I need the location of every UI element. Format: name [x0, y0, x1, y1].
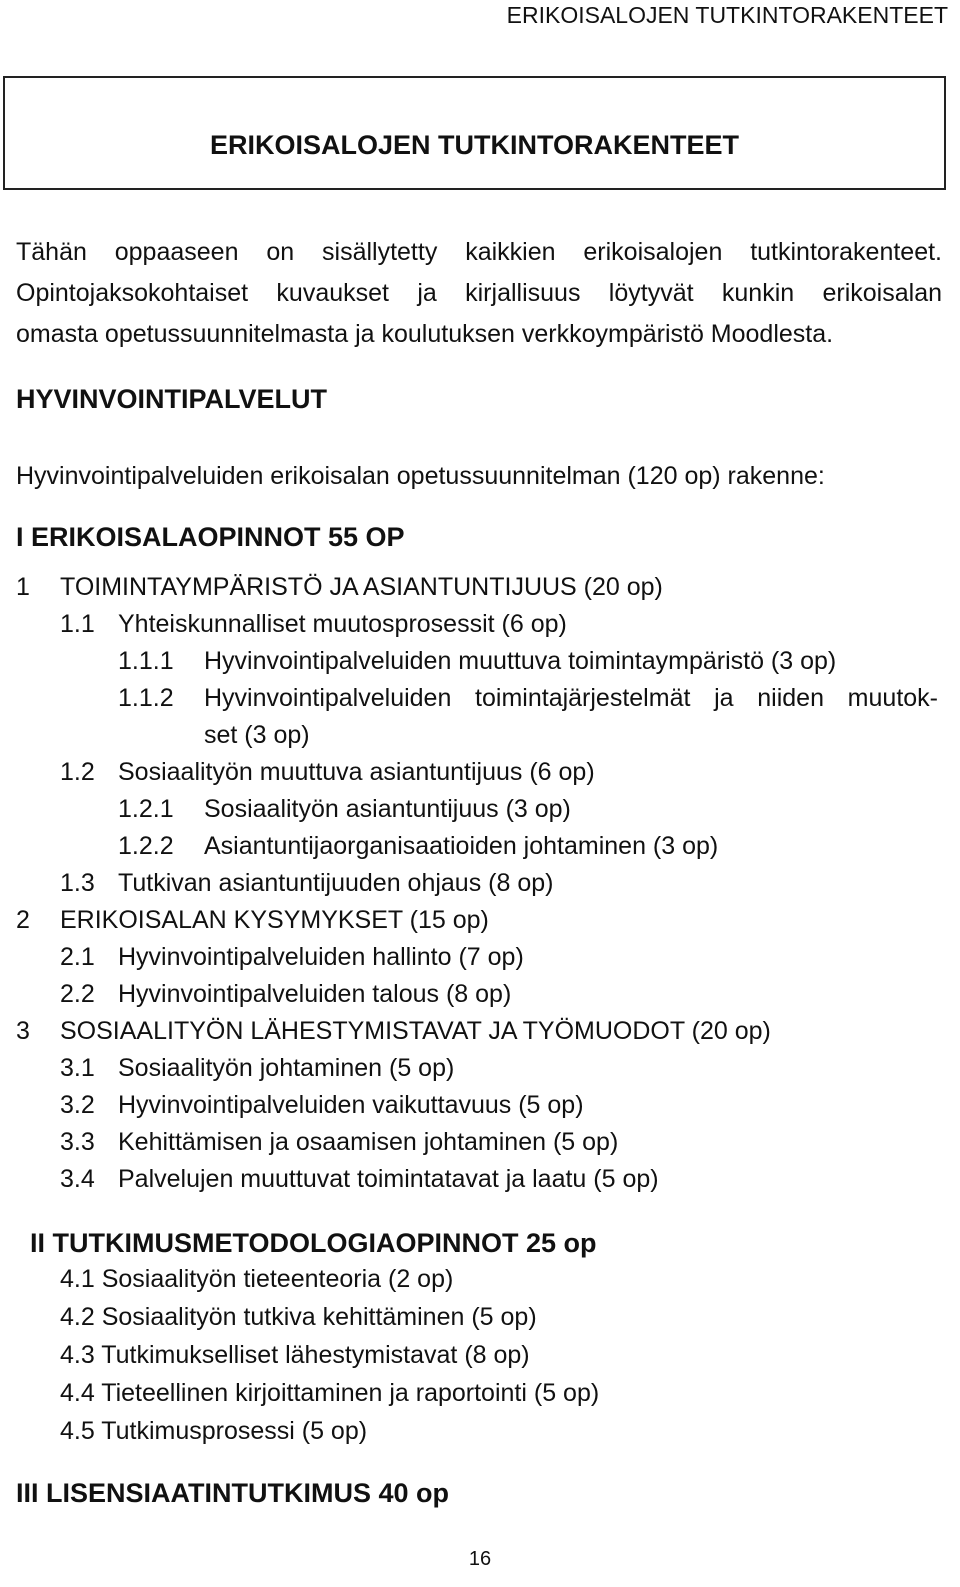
- item-number: 1.2.2: [118, 832, 174, 860]
- intro-line: Opintojaksokohtaiset kuvaukset ja kirjallisuus löytyvät kunkin erikoisalan: [16, 279, 942, 307]
- item-text: Hyvinvointipalveluiden hallinto (7 op): [118, 943, 524, 971]
- intro-paragraph: [16, 232, 942, 355]
- item-number: 3.3: [60, 1128, 95, 1156]
- page-number: 16: [468, 1548, 492, 1570]
- list-item: [60, 1054, 454, 1083]
- item-number: 3.4: [60, 1165, 95, 1193]
- list-item: [60, 1165, 659, 1194]
- item-text: Tutkivan asiantuntijuuden ohjaus (8 op): [118, 869, 554, 897]
- structure-line: Hyvinvointipalveluiden erikoisalan opetussuunnitelman (120 op) rakenne:: [16, 462, 825, 490]
- item-number: 1.1.1: [118, 647, 174, 675]
- page-title: ERIKOISALOJEN TUTKINTORAKENTEET: [209, 130, 740, 160]
- title-box: [3, 76, 946, 190]
- item-number: 1.2.1: [118, 795, 174, 823]
- item-text: Hyvinvointipalveluiden vaikuttavuus (5 op): [118, 1091, 584, 1119]
- item-text: Sosiaalityön asiantuntijuus (3 op): [204, 795, 571, 823]
- list-item: 4.5 Tutkimusprosessi (5 op): [60, 1417, 368, 1445]
- item-text: Kehittämisen ja osaamisen johtaminen (5 op): [118, 1128, 619, 1156]
- item-number: 1: [16, 573, 30, 601]
- item-number: 1.2: [60, 758, 95, 786]
- list-item: [118, 647, 836, 676]
- list-item: [60, 980, 511, 1009]
- item-text: Sosiaalityön johtaminen (5 op): [118, 1054, 455, 1082]
- item-text: Sosiaalityön muuttuva asiantuntijuus (6 op): [118, 758, 595, 786]
- list-item: [118, 684, 938, 713]
- list-item: [118, 795, 571, 824]
- list-item: [60, 610, 567, 639]
- list-item: [60, 758, 595, 787]
- intro-line: omasta opetussuunnitelmasta ja koulutuksen verkkoympäristö Moodlesta.: [16, 320, 834, 348]
- list-item: [118, 832, 718, 861]
- item-number: 3.2: [60, 1091, 95, 1119]
- part3-heading: III LISENSIAATINTUTKIMUS 40 op: [16, 1478, 450, 1508]
- list-item: [60, 1128, 618, 1157]
- item-number: 1.3: [60, 869, 95, 897]
- item-number: 1.1: [60, 610, 95, 638]
- item-number: 2: [16, 906, 30, 934]
- list-item: [60, 1091, 584, 1120]
- intro-line: Tähän oppaaseen on sisällytetty kaikkien erikoisalojen tutkintorakenteet.: [16, 238, 942, 266]
- item-text: Palvelujen muuttuvat toimintatavat ja laatu (5 op): [118, 1165, 659, 1193]
- list-item: [16, 1017, 771, 1046]
- list-item: 4.3 Tutkimukselliset lähestymistavat (8 op): [60, 1341, 530, 1369]
- section-heading: HYVINVOINTIPALVELUT: [16, 384, 328, 414]
- part2-heading: II TUTKIMUSMETODOLOGIAOPINNOT 25 op: [30, 1228, 597, 1258]
- item-number: 3: [16, 1017, 30, 1045]
- item-number: 2.2: [60, 980, 95, 1008]
- running-header: ERIKOISALOJEN TUTKINTORAKENTEET: [506, 2, 948, 28]
- item-text: ERIKOISALAN KYSYMYKSET (15 op): [60, 906, 489, 934]
- list-item: [16, 573, 663, 602]
- item-text: SOSIAALITYÖN LÄHESTYMISTAVAT JA TYÖMUODOT (20 op): [60, 1017, 771, 1045]
- item-text: Asiantuntijaorganisaatioiden johtaminen (3 op): [204, 832, 719, 860]
- item-text: Yhteiskunnalliset muutosprosessit (6 op): [118, 610, 567, 638]
- list-item: 4.2 Sosiaalityön tutkiva kehittäminen (5 op): [60, 1303, 537, 1331]
- list-item: 4.1 Sosiaalityön tieteenteoria (2 op): [60, 1265, 454, 1293]
- item-text: Hyvinvointipalveluiden toimintajärjestelmät ja niiden muutok-: [204, 684, 938, 712]
- part1-heading: I ERIKOISALAOPINNOT 55 OP: [16, 522, 405, 552]
- item-text: Hyvinvointipalveluiden talous (8 op): [118, 980, 512, 1008]
- list-item: [60, 943, 524, 972]
- list-item: [60, 869, 553, 898]
- item-number: 3.1: [60, 1054, 95, 1082]
- list-item-continuation: set (3 op): [204, 721, 310, 749]
- list-item: [16, 906, 489, 935]
- item-text: Hyvinvointipalveluiden muuttuva toimintaympäristö (3 op): [204, 647, 837, 675]
- item-number: 2.1: [60, 943, 95, 971]
- list-item: 4.4 Tieteellinen kirjoittaminen ja raportointi (5 op): [60, 1379, 600, 1407]
- item-text: TOIMINTAYMPÄRISTÖ JA ASIANTUNTIJUUS (20 op): [60, 573, 663, 601]
- item-number: 1.1.2: [118, 684, 174, 712]
